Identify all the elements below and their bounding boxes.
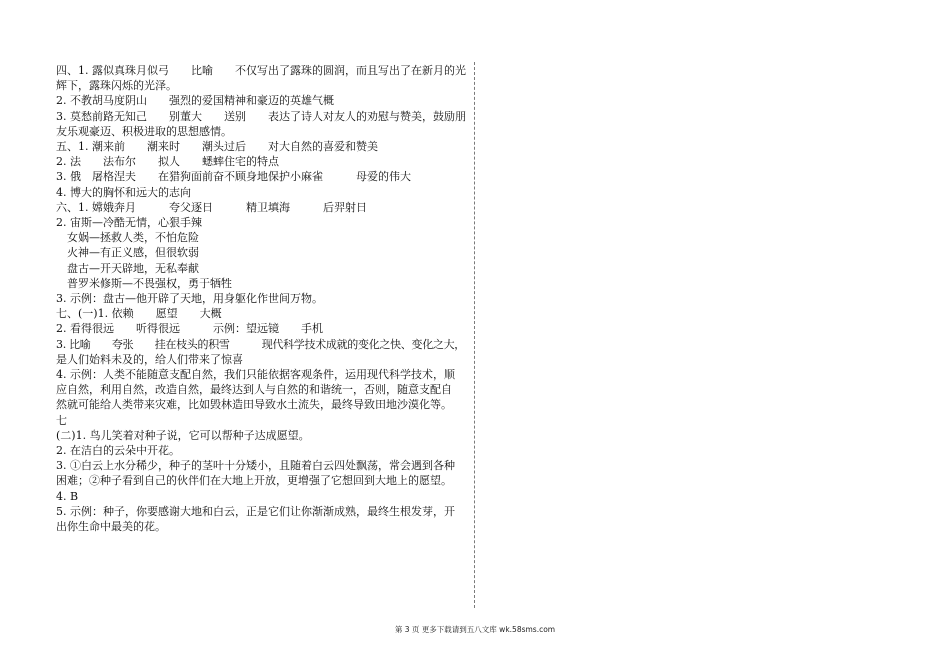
answer-line: (二)1. 鸟儿笑着对种子说，它可以帮种子达成愿望。 [56, 428, 310, 442]
answer-line: 4. 示例：人类不能随意支配自然，我们只能依据客观条件，运用现代科学技术，顺 [56, 368, 455, 382]
answer-line: 3. ①白云上水分稀少，种子的茎叶十分矮小，且随着白云四处飘荡，常会遇到各种 [56, 459, 455, 473]
answer-line: 3. 比喻 夸张 挂在枝头的积雪 现代科学技术成就的变化之快、变化之大， [56, 337, 465, 351]
answer-line: 四、1. 露似真珠月似弓 比喻 不仅写出了露珠的圆润，而且写出了在新月的光 [56, 64, 466, 77]
page-footer: 第 3 页 更多下载请到五八文库 wk.58sms.com [394, 625, 556, 634]
column-divider [474, 62, 475, 608]
answer-line: 5. 示例：种子，你要感谢大地和白云，正是它们让你渐渐成熟，最终生根发芽，开 [56, 504, 455, 518]
answer-line: 2. 看得很远 听得很远 示例：望远镜 手机 [56, 322, 323, 336]
answer-key-column [56, 63, 468, 534]
answer-line: 六、1. 嫦娥奔月 夸父逐日 精卫填海 后羿射日 [56, 200, 367, 214]
answer-line: 3. 莫愁前路无知己 别董大 送别 表达了诗人对友人的劝慰与赞美，鼓励朋 [56, 109, 466, 123]
answer-line: 火神—有正义感，但很软弱 [56, 246, 199, 260]
answer-line: 2. 在洁白的云朵中开花。 [56, 444, 180, 458]
answer-line: 然就可能给人类带来灾难，比如毁林造田导致水土流失，最终导致田地沙漠化等。 [56, 398, 452, 412]
answer-line: 友乐观豪迈、积极进取的思想感情。 [56, 124, 232, 138]
answer-line: 困难；②种子看到自己的伙伴们在大地上开放，更增强了它想回到大地上的愿望。 [56, 474, 452, 488]
answer-line: 3. 俄 屠格涅夫 在猎狗面前奋不顾身地保护小麻雀 母爱的伟大 [56, 170, 411, 184]
answer-line: 五、1. 潮来前 潮来时 潮头过后 对大自然的喜爱和赞美 [56, 140, 378, 154]
answer-line: 3. 示例：盘古—他开辟了天地，用身躯化作世间万物。 [56, 292, 323, 306]
answer-line: 2. 法 法布尔 拟人 蟋蟀住宅的特点 [56, 155, 279, 169]
answer-line: 出你生命中最美的花。 [56, 520, 166, 534]
answer-line: 普罗米修斯—不畏强权，勇于牺牲 [56, 276, 232, 290]
answer-line: 2. 宙斯—冷酷无情，心狠手辣 [56, 216, 202, 230]
answer-line: 4. 博大的胸怀和远大的志向 [56, 185, 191, 199]
answer-line: 4. B [56, 489, 79, 503]
answer-line: 2. 不教胡马度阴山 强烈的爱国精神和豪迈的英雄气概 [56, 94, 334, 108]
answer-line: 应自然，利用自然，改造自然，最终达到人与自然的和谐统一，否则，随意支配自 [56, 383, 452, 397]
answer-line: 七 [56, 413, 67, 427]
answer-line: 七、(一)1. 依赖 愿望 大概 [56, 307, 222, 321]
answer-line: 是人们始料未及的，给人们带来了惊喜 [56, 352, 243, 366]
answer-line: 盘古—开天辟地，无私奉献 [56, 261, 199, 275]
answer-line: 辉下，露珠闪烁的光泽。 [56, 79, 177, 93]
answer-line: 女娲—拯救人类，不怕危险 [56, 231, 199, 245]
